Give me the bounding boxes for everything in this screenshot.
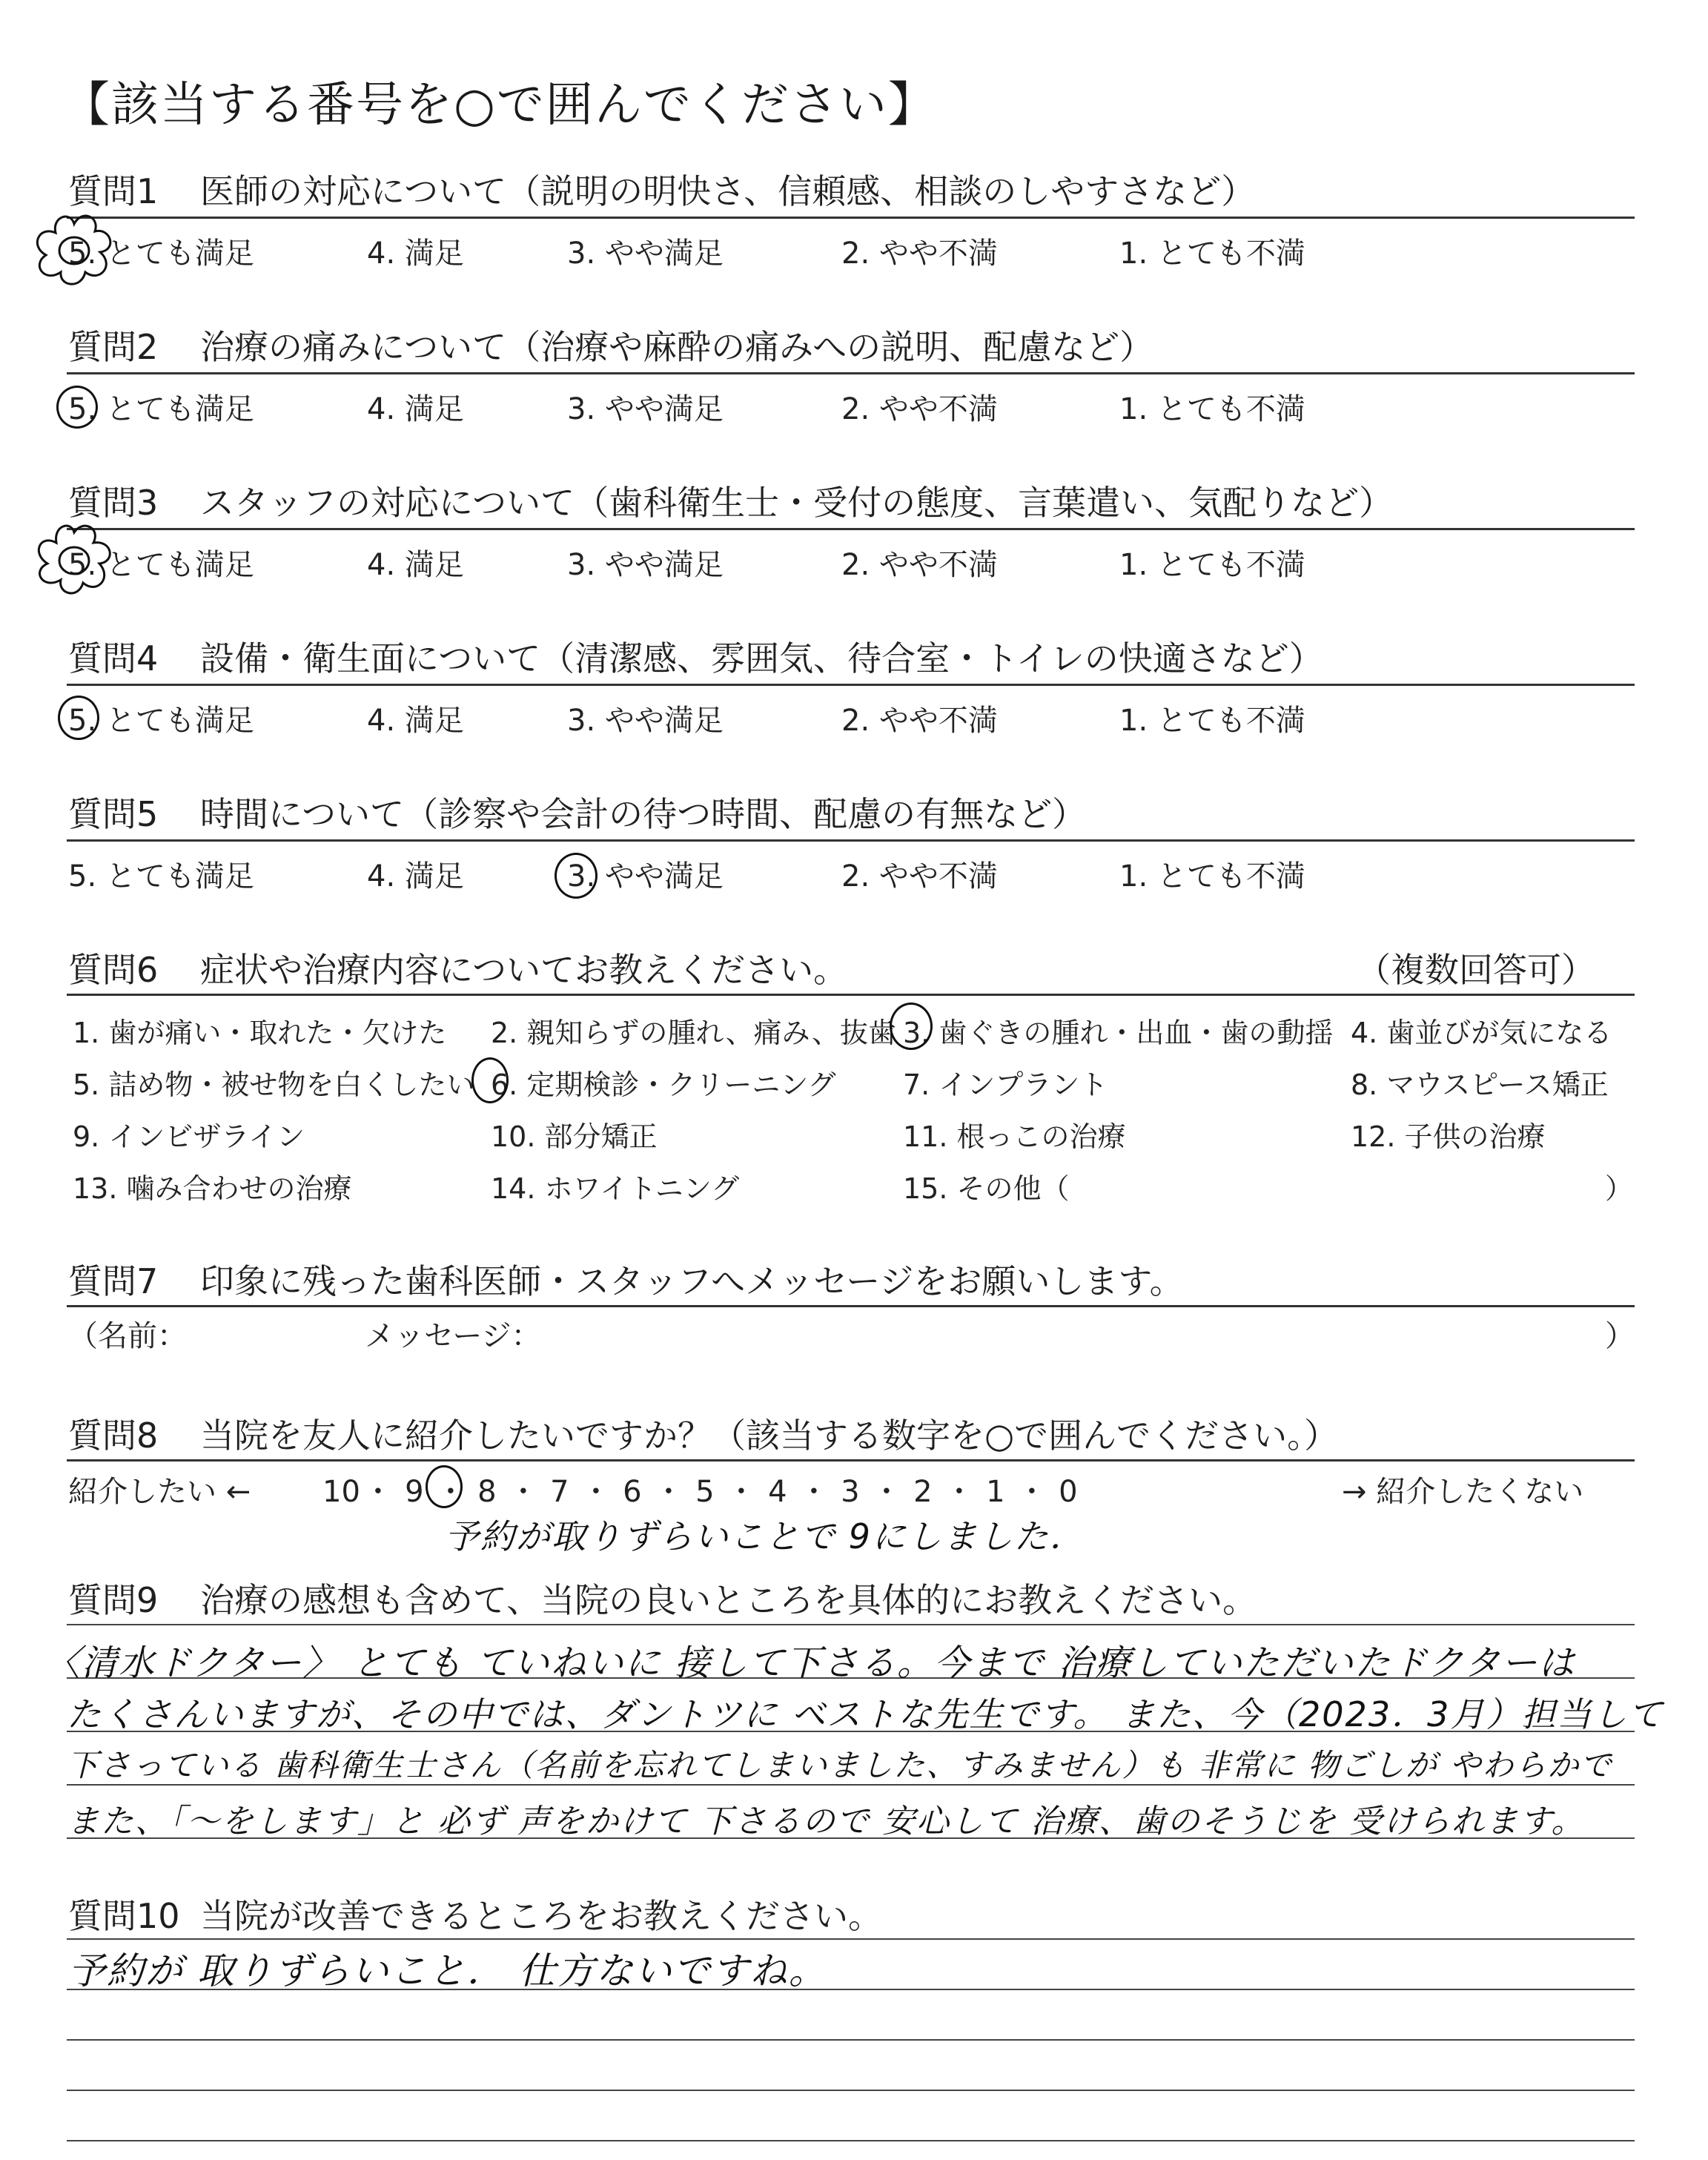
q5-option-3[interactable]: 3. やや満足 [567, 859, 724, 894]
q4-selection-circle [58, 696, 99, 740]
q4-option-5[interactable]: 5. とても満足 [68, 704, 254, 738]
q1-option-5[interactable]: 5. とても満足 [68, 237, 254, 271]
q2-option-3[interactable]: 3. やや満足 [567, 392, 724, 426]
q8-label: 質問8 [68, 1416, 159, 1456]
q8-scale-value[interactable]: 10 [322, 1475, 360, 1509]
q8-scale-separator: ・ [363, 1475, 393, 1509]
q5-option-5[interactable]: 5. とても満足 [68, 859, 254, 894]
q8-scale-separator: ・ [726, 1475, 756, 1509]
q7-close-paren: ） [1605, 1319, 1635, 1353]
q8-rule [67, 1459, 1635, 1462]
q6-item-6[interactable]: 6. 定期検診・クリーニング [491, 1069, 836, 1101]
q3-text: スタッフの対応について（歯科衛生士・受付の態度、言葉遣い、気配りなど） [200, 483, 1394, 523]
q8-scale-separator: ・ [944, 1475, 974, 1509]
q9-handwritten-line-3: 下さっている 歯科衛生士さん（名前を忘れてしまいました、すみません）も 非常に 物ごしが やわらかで [67, 1747, 1613, 1783]
page-title: 【該当する番号を○で囲んでください】 [62, 78, 937, 133]
q10-rule-5 [67, 2140, 1635, 2141]
q8-scale-separator: ・ [798, 1475, 829, 1509]
q3-option-4[interactable]: 4. 満足 [367, 548, 464, 582]
q2-option-4[interactable]: 4. 満足 [367, 392, 464, 426]
q8-scale-value[interactable]: 4 [768, 1475, 787, 1509]
q9-rule-1 [67, 1624, 1635, 1625]
q8-scale-separator: ・ [508, 1475, 538, 1509]
q8-left-label: 紹介したい ← [68, 1475, 251, 1509]
q6-rule [67, 994, 1635, 996]
q5-option-1[interactable]: 1. とても不満 [1119, 859, 1305, 894]
q4-option-1[interactable]: 1. とても不満 [1119, 704, 1305, 738]
q8-scale-separator: ・ [1016, 1475, 1047, 1509]
q6-text: 症状や治療内容についてお教えください。 [200, 950, 848, 990]
q6-item-8[interactable]: 8. マウスピース矯正 [1351, 1069, 1609, 1101]
q1-option-4[interactable]: 4. 満足 [367, 237, 464, 271]
q8-scale-value[interactable]: 0 [1059, 1475, 1078, 1509]
q6-item-15-close: ） [1605, 1172, 1634, 1205]
q3-rule [67, 528, 1635, 530]
q8-right-label: → 紹介したくない [1342, 1475, 1584, 1509]
q2-label: 質問2 [68, 327, 159, 367]
q6-item-4[interactable]: 4. 歯並びが気になる [1351, 1017, 1612, 1049]
q8-scale-value[interactable]: 3 [841, 1475, 860, 1509]
q6-item-7[interactable]: 7. インプラント [903, 1069, 1108, 1101]
q5-selection-circle [555, 853, 598, 899]
q6-item-3[interactable]: 3. 歯ぐきの腫れ・出血・歯の動揺 [903, 1017, 1334, 1049]
q3-option-5[interactable]: 5. とても満足 [68, 548, 254, 582]
q8-scale-value[interactable]: 2 [913, 1475, 933, 1509]
q2-option-2[interactable]: 2. やや不満 [841, 392, 998, 426]
q8-handwritten-note: 予約が取りずらいことで 9にしました． [445, 1516, 1085, 1556]
q9-text: 治療の感想も含めて、当院の良いところを具体的にお教えください。 [200, 1580, 1257, 1620]
q7-message-label: メッセージ： [365, 1319, 541, 1353]
q9-handwritten-line-2: たくさんいますが、その中では、ダントツに ベストな先生です。 また、今（2023．3月）担当して [67, 1694, 1664, 1734]
q6-item-1[interactable]: 1. 歯が痛い・取れた・欠けた [73, 1017, 447, 1049]
q9-label: 質問9 [68, 1580, 159, 1620]
q1-rule [67, 217, 1635, 219]
q1-option-2[interactable]: 2. やや不満 [841, 237, 998, 271]
q8-text: 当院を友人に紹介したいですか？（該当する数字を○で囲んでください。） [200, 1416, 1339, 1456]
q8-scale-value[interactable]: 1 [986, 1475, 1005, 1509]
q3-option-2[interactable]: 2. やや不満 [841, 548, 998, 582]
q2-option-5[interactable]: 5. とても満足 [68, 392, 254, 426]
q6-selection-circle-3 [890, 1003, 933, 1050]
q5-text: 時間について（診察や会計の待つ時間、配慮の有無など） [200, 794, 1087, 834]
q6-multiple-answers-note: （複数回答可） [1357, 950, 1595, 990]
q6-item-2[interactable]: 2. 親知らずの腫れ、痛み、抜歯 [491, 1017, 896, 1049]
q2-rule [67, 372, 1635, 374]
q6-item-11[interactable]: 11. 根っこの治療 [903, 1120, 1126, 1153]
q8-scale-separator: ・ [435, 1475, 466, 1509]
q8-selection-circle [426, 1465, 463, 1508]
q10-label: 質問10 [68, 1896, 180, 1936]
q4-label: 質問4 [68, 638, 159, 678]
q4-option-4[interactable]: 4. 満足 [367, 704, 464, 738]
q3-label: 質問3 [68, 483, 159, 523]
q10-text: 当院が改善できるところをお教えください。 [200, 1896, 882, 1936]
q4-option-3[interactable]: 3. やや満足 [567, 704, 724, 738]
q6-item-12[interactable]: 12. 子供の治療 [1351, 1120, 1546, 1153]
q6-item-9[interactable]: 9. インビザライン [73, 1120, 305, 1153]
q7-text: 印象に残った歯科医師・スタッフへメッセージをお願いします。 [200, 1261, 1184, 1301]
q4-option-2[interactable]: 2. やや不満 [841, 704, 998, 738]
q6-item-13[interactable]: 13. 噛み合わせの治療 [73, 1172, 352, 1205]
q6-item-14[interactable]: 14. ホワイトニング [491, 1172, 740, 1205]
q6-item-10[interactable]: 10. 部分矯正 [491, 1120, 658, 1153]
q1-option-3[interactable]: 3. やや満足 [567, 237, 724, 271]
q5-option-4[interactable]: 4. 満足 [367, 859, 464, 894]
q7-rule [67, 1305, 1635, 1307]
q3-option-3[interactable]: 3. やや満足 [567, 548, 724, 582]
q6-label: 質問6 [68, 950, 159, 990]
q8-scale-value[interactable]: 6 [623, 1475, 642, 1509]
q2-text: 治療の痛みについて（治療や麻酔の痛みへの説明、配慮など） [200, 327, 1154, 367]
q1-text: 医師の対応について（説明の明快さ、信頼感、相談のしやすさなど） [200, 171, 1256, 211]
q1-option-1[interactable]: 1. とても不満 [1119, 237, 1305, 271]
q5-option-2[interactable]: 2. やや不満 [841, 859, 998, 894]
q4-rule [67, 684, 1635, 686]
q9-handwritten-line-1: 〈清水ドクター〉 とても ていねいに 接して下さる。今まで 治療していただいたドクターは [44, 1642, 1576, 1684]
q8-scale-value[interactable]: 5 [695, 1475, 715, 1509]
q7-name-label: （名前： [68, 1319, 187, 1353]
q6-selection-circle-6 [471, 1057, 509, 1103]
q4-text: 設備・衛生面について（清潔感、雰囲気、待合室・トイレの快適さなど） [200, 638, 1323, 678]
q5-label: 質問5 [68, 794, 159, 834]
q3-option-1[interactable]: 1. とても不満 [1119, 548, 1305, 582]
q8-scale-separator: ・ [580, 1475, 611, 1509]
q8-scale-separator: ・ [871, 1475, 901, 1509]
q8-scale-value[interactable]: 9 [405, 1475, 424, 1509]
q8-scale-value[interactable]: 7 [550, 1475, 569, 1509]
q2-option-1[interactable]: 1. とても不満 [1119, 392, 1305, 426]
q8-scale-separator: ・ [653, 1475, 683, 1509]
q8-scale-value[interactable]: 8 [477, 1475, 497, 1509]
q6-item-15-other[interactable]: 15. その他（ [903, 1172, 1070, 1205]
q9-handwritten-line-4: また、「～をします」と 必ず 声をかけて 下さるので 安心して 治療、歯のそうじを 受けられます。 [67, 1803, 1586, 1840]
q10-rule-1 [67, 1938, 1635, 1940]
q5-rule [67, 839, 1635, 842]
q3-selection-flower-mark [30, 519, 119, 601]
q10-rule-4 [67, 2090, 1635, 2091]
q1-selection-flower-mark [30, 209, 119, 291]
q7-label: 質問7 [68, 1261, 159, 1301]
q2-selection-circle [56, 386, 98, 429]
q1-label: 質問1 [68, 171, 159, 211]
q10-handwritten-answer: 予約が 取りずらいこと． 仕方ないですね。 [68, 1949, 827, 1992]
q6-item-5[interactable]: 5. 詰め物・被せ物を白くしたい [73, 1069, 475, 1101]
q10-rule-3 [67, 2039, 1635, 2041]
